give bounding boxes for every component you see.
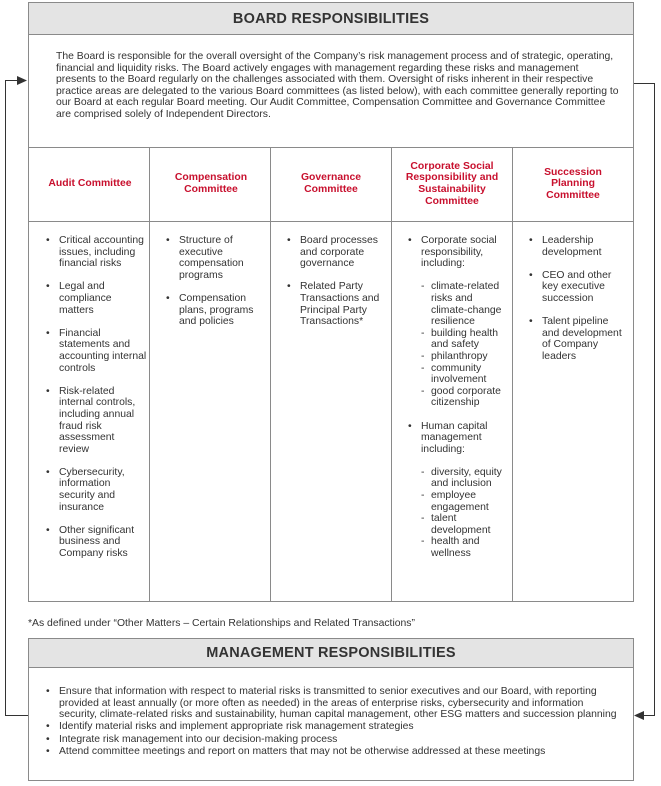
sub-list-item: - good corporate citizenship <box>421 386 505 409</box>
csr-committee-list <box>405 235 505 571</box>
column-divider <box>149 147 150 601</box>
right-arrow-top <box>633 83 655 84</box>
list-item: • Other significant business and Company risks <box>43 525 147 560</box>
sub-list-item: - diversity, equity and inclusion <box>421 467 505 490</box>
committee-header-governance <box>291 148 371 220</box>
right-arrow-bottom <box>644 715 655 716</box>
committee-name: Succession Planning Committee <box>544 166 602 201</box>
right-arrowhead-icon <box>634 711 644 720</box>
management-title: MANAGEMENT RESPONSIBILITIES <box>29 639 633 668</box>
list-item-text: Human capital management including: <box>421 420 488 455</box>
list-item <box>405 421 505 560</box>
sub-list-item: - climate-related risks and climate-change resilience <box>421 281 505 327</box>
governance-committee-list <box>284 235 384 339</box>
list-item: • Talent pipeline and development of Company leaders <box>526 316 626 362</box>
list-item: • Risk-related internal controls, including annual fraud risk assessment review <box>43 386 147 456</box>
list-item: • Legal and compliance matters <box>43 281 147 316</box>
right-arrow-vertical <box>654 83 655 716</box>
list-item: • Related Party Transactions and Principal Party Transactions* <box>284 281 384 327</box>
column-divider <box>391 147 392 601</box>
sub-list-item: - philanthropy <box>421 351 505 363</box>
committee-name: Governance Committee <box>300 172 362 195</box>
committee-header-compensation <box>167 148 255 220</box>
list-item: • Financial statements and accounting internal controls <box>43 328 147 374</box>
list-item: • Identify material risks and implement appropriate risk management strategies <box>43 721 623 733</box>
succession-committee-list <box>526 235 626 374</box>
left-arrow-vertical <box>5 80 6 716</box>
list-item: • Integrate risk management into our decision-making process <box>43 734 623 746</box>
list-item: • Cybersecurity, information security and insurance <box>43 467 147 513</box>
sub-list-item: - health and wellness <box>421 536 505 559</box>
board-responsibilities-box <box>28 2 634 602</box>
compensation-committee-list <box>163 235 263 339</box>
committee-name: Compensation Committee <box>174 172 248 195</box>
list-item: • Attend committee meetings and report on matters that may not be otherwise addressed at these meetings <box>43 746 623 758</box>
management-list <box>43 686 623 758</box>
list-item: • Compensation plans, programs and policies <box>163 293 263 328</box>
sub-list-item: - talent development <box>421 513 505 536</box>
committee-header-audit <box>35 148 145 220</box>
list-item: • CEO and other key executive succession <box>526 270 626 305</box>
committee-name: Corporate Social Responsibility and Sustainability Committee <box>405 160 499 207</box>
audit-committee-list <box>43 235 147 571</box>
list-item: • Ensure that information with respect to material risks is transmitted to senior executives and our Board, with reporting provided at least annually (or more often as needed) in the areas of enterprise risks, cybersecurity and information security, climate-related risks and sustainability, human capital management, other ESG matters and succession planning <box>43 686 623 721</box>
committee-header-csr <box>397 148 507 220</box>
list-item: • Critical accounting issues, including financial risks <box>43 235 147 270</box>
sub-list-item: - building health and safety <box>421 328 505 351</box>
committee-header-bottom-divider <box>29 221 633 222</box>
list-item: • Structure of executive compensation programs <box>163 235 263 281</box>
footnote: *As defined under “Other Matters – Certain Relationships and Related Transactions” <box>28 618 415 629</box>
column-divider <box>270 147 271 601</box>
sub-list-item: - community involvement <box>421 363 505 386</box>
sub-list-item: - employee engagement <box>421 490 505 513</box>
column-divider <box>512 147 513 601</box>
list-item-text: Corporate social responsibility, including: <box>421 235 497 270</box>
left-arrow-bottom <box>5 715 28 716</box>
left-arrowhead-icon <box>17 76 27 85</box>
committee-name: Audit Committee <box>48 178 132 190</box>
list-item: • Leadership development <box>526 235 626 258</box>
board-title: BOARD RESPONSIBILITIES <box>29 3 633 35</box>
management-responsibilities-box <box>28 638 634 781</box>
list-item: • Board processes and corporate governance <box>284 235 384 270</box>
committee-header-succession <box>527 148 619 220</box>
board-intro: The Board is responsible for the overall oversight of the Company’s risk management process and of strategic, operating, financial and liquidity risks. The Board actively engages with management regarding these risks and management presents to the Board regularly on the challenges associated with them. Oversight of risks inherent in their respective practice areas are delegated to the various Board committees (as listed below), with each committee generally reporting to our Board at each regular Board meeting. Our Audit Committee, Compensation Committee and Governance Committee are comprised solely of Independent Directors. <box>56 51 619 120</box>
list-item <box>405 235 505 409</box>
